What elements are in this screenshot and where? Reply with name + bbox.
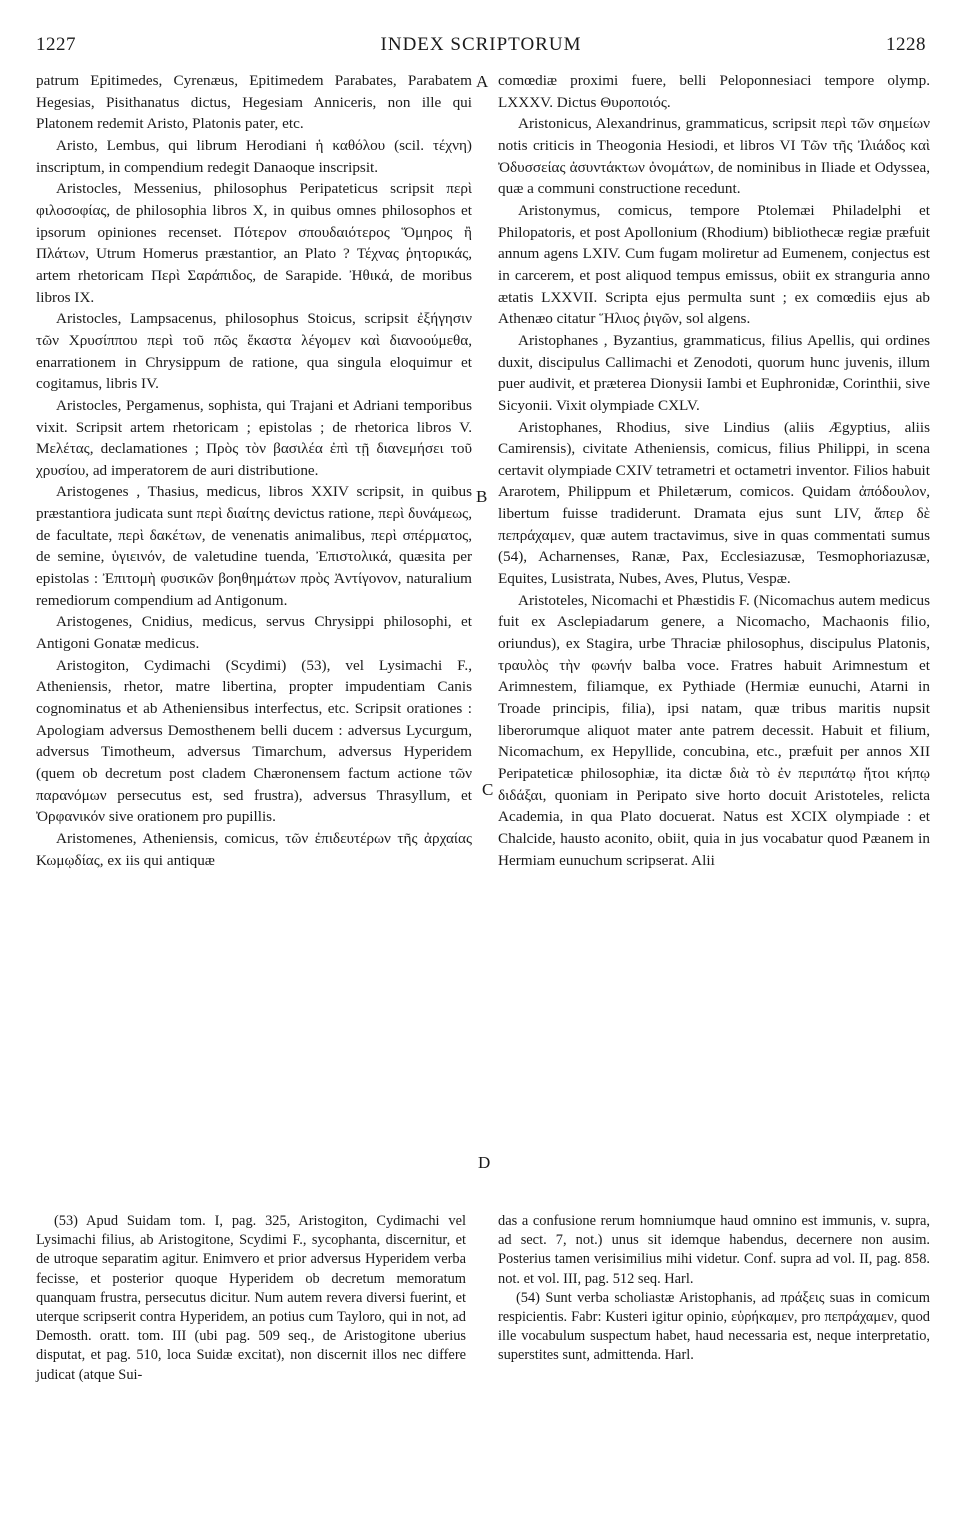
paragraph: Aristogenes, Cnidius, medicus, servus Chrysippi philosophi, et Antigoni Gonatæ medicus. <box>36 613 472 653</box>
paragraph: Aristophanes , Byzantius, grammaticus, filius Apellis, qui ordines duxit, discipulus Callimachi et Zenodoti, quorum hunc juvenis, illum puer audivit, et præterea Dionysii Iambi et Euphronidæ, Corinthii, sive Sicyonii. Vixit olympiade CXLV. <box>498 331 930 414</box>
running-title: INDEX SCRIPTORUM <box>380 34 582 55</box>
paragraph: Aristocles, Messenius, philosophus Peripateticus scripsit περὶ φιλοσοφίας, de philosophia libros X, in quibus omnes philosophos et ipsorum opiniones recenset. Πότερον σπουδαιότερος Ὅμηρος ἢ Πλάτων, Utrum Homerus præstantior, an Plato ? Τέχνας ῥητορικάς, artem rhetoricam Περὶ Σαράπιδος, de Sarapide. Ἠθικά, de moribus libros IX. <box>36 180 472 306</box>
margin-marker-d: D <box>478 1153 491 1172</box>
paragraph: Aristonicus, Alexandrinus, grammaticus, scripsit περὶ τῶν σημείων notis criticis in Theogonia Hesiodi, et libros VI Τῶν τῆς Ἰλιάδος καὶ Ὀδυσσείας ἀσυντάκτων ὀνομάτων, de nominibus in Iliade et Odyssea, quæ a communi constructione recedunt. <box>498 115 930 198</box>
paragraph: Aristocles, Lampsacenus, philosophus Stoicus, scripsit ἐξήγησιν τῶν Χρυσίππου περὶ τοῦ πῶς ἕκαστα λέγομεν καὶ διανοούμεθα, enarrationem in Chrysippum de ratione, qua singula eloquimur et cogitamus, libris IV. <box>36 310 472 393</box>
margin-marker-c: C <box>482 780 494 799</box>
paragraph: Aristogiton, Cydimachi (Scydimi) (53), vel Lysimachi F., Atheniensis, rhetor, matre libertina, propter impudentiam Canis cognominatus et ab Atheniensibus interfectus, etc. Scripsit orationes : Apologiam adversus Demosthenem belli ducem : adversus Lycurgum, adversus Timotheum, adversus Timarchum, adversus Hyperidem (quem ob decretum post cladem Chæronensem factum actione τῶν παρανόμων persecutus est, sed frustra), adversus Thrasyllum, et Ὀρφανικόν sive orationem pro pupillis. <box>36 656 472 826</box>
paragraph: Aristophanes, Rhodius, sive Lindius (aliis Ægyptius, aliis Camirensis), civitate Atheniensis, comicus, filius Philippi, in scena certavit olympiade CXIV tetrametri et octametri inventor. Filios habuit Ararotem, Philippum et Philetærum, comicos. Quidam ἀπόδουλον, libertum fuisse tradiderunt. Dramata ejus sunt LIV, ἅπερ δὲ πεπράχαμεν, quæ autem tractavimus, sive in quas commentati sumus (54), Acharnenses, Ranæ, Pax, Ecclesiazusæ, Tesmophoriazusæ, Equites, Lusistrata, Nubes, Aves, Plutus, Vespæ. <box>498 418 930 588</box>
paragraph: patrum Epitimedes, Cyrenæus, Epitimedem Parabates, Parabatem Hegesias, Pisithanatus dictus, Hegesiam Anniceris, non ille qui Platonem redemit Aristo, Platonis pater, etc. <box>36 72 472 133</box>
left-text-column <box>36 70 472 871</box>
margin-marker-a: A <box>476 72 489 91</box>
footnote: das a confusione rerum homniumque haud omnino est immunis, v. supra, ad sect. 7, not.) unus sit idemque habendus, decernere non ausim. Posterius tamen verisimilius mihi videtur. Conf. supra ad vol. II, pag. 858. not. et vol. III, pag. 512 seq. Harl. <box>498 1213 930 1287</box>
margin-marker-b: B <box>476 487 488 506</box>
footnotes-left-column <box>36 1212 466 1385</box>
page-number-left: 1227 <box>36 34 76 55</box>
running-header <box>36 34 926 60</box>
paragraph: Aristomenes, Atheniensis, comicus, τῶν ἐπιδευτέρων τῆς ἀρχαίας Κωμῳδίας, ex iis qui antiquæ <box>36 829 472 869</box>
paragraph: Aristocles, Pergamenus, sophista, qui Trajani et Adriani temporibus vixit. Scripsit artem rhetoricam ; epistolas ; de rhetorica libros V. Μελέτας, declamationes ; Πρὸς τὸν βασιλέα ἐπὶ τῇ διανεμήσει τοῦ χρυσίου, ad imperatorem de auri distributione. <box>36 396 472 479</box>
paragraph: Aristo, Lembus, qui librum Herodiani ἡ καθόλου (scil. τέχνη) inscriptum, in compendium redegit Danaoque inscripsit. <box>36 136 472 176</box>
footnotes-right-column <box>498 1212 930 1366</box>
page-number-right: 1228 <box>886 34 926 55</box>
footnote: (53) Apud Suidam tom. I, pag. 325, Aristogiton, Cydimachi vel Lysimachi filius, ab Aristogitone, Scydimi F., sycophanta, discernitur, et de utroque separatim agitur. Enimvero et prior adversus Hyperidem verba fecisse, et posterior quoque Hyperidem ob decretum memoratum quanquam frustra, persecutus dicitur. Num autem revera diversi fuerint, et uterque scripserit contra Hyperidem, an potius cum Tayloro, qui in not, ad Demosth. oratt. tom. III (ubi pag. 509 seq., de Aristogitone uberius disputat, et pag. 510, loca Suidæ excitat), non discernit illos nec differe judicat (atque Sui- <box>36 1213 466 1383</box>
paragraph: Aristonymus, comicus, tempore Ptolemæi Philadelphi et Philopatoris, et post Apollonium (Rhodium) bibliothecæ regiæ præfuit annum agens LXIV. Cum fugam moliretur ad Eumenem, conjectus est in carcerem, et post aliquod tempus emissus, obiit ex stranguria anno ætatis LXXVII. Scripta ejus permulta sunt ; ex comœdiis ejus ab Athenæo citatur Ἥλιος ῥιγῶν, sol algens. <box>498 201 930 328</box>
paragraph: comœdiæ proximi fuere, belli Peloponnesiaci tempore olymp. LXXXV. Dictus Θυροποιός. <box>498 72 930 111</box>
footnote: (54) Sunt verba scholiastæ Aristophanis, ad πράξεις suas in comicum respicientis. Fabr: Kusteri igitur opinio, εὑρήκαμεν, pro πεπράχαμεν, quod ille vocabulum suspectum habet, haud necessaria est, neque interpretatio, superstites sunt, admittenda. Harl. <box>498 1289 930 1364</box>
paragraph: Aristoteles, Nicomachi et Phæstidis F. (Nicomachus autem medicus fuit ex Asclepiadarum genere, a Nicomacho, Machaonis filio, oriundus), ex Stagira, urbe Thraciæ philosophus, discipulus Platonis, τραυλὸς τὴν φωνήν balba voce. Fratres habuit Arimnestum et Arimnestem, filiamque, ex Pythiade (Hermiæ eunuchi, Atarni in Troade principis, filia), ipsi natam, quæ tribus maritis nupsit liberorumque aliquot mater ante patrem decessit. Habuit et filium, Nicomachum, ex Hepyllide, concubina, etc., præfuit per annos XII Peripateticæ philosophiæ, ita dictæ διὰ τὸ ἐν περιπάτῳ ἤτοι κήπῳ διδάξαι, quoniam in Peripato sive horto docuit Aristoteles, relicta Academia, in qua Plato docuerat. Natus est XCIX olympiade : et Chalcide, hausto aconito, obiit, quia in jus vocabatur quod Pæanem in Hermiam eunuchum scripserat. Alii <box>498 591 930 869</box>
paragraph: Aristogenes , Thasius, medicus, libros XXIV scripsit, in quibus præstantiora judicata sunt περὶ διαίτης devictus ratione, περὶ δυνάμεως, de facultate, περὶ δακέτων, de venenatis animalibus, περὶ σπέρματος, de semine, ὑγιεινόν, de valetudine tuenda, Ἐπιστολικά, quæsita per epistolas : Ἐπιτομὴ φυσικῶν βοηθημάτων πρὸς Ἀντίγονον, naturalium remediorum compendium ad Antigonum. <box>36 483 472 609</box>
right-text-column <box>498 70 930 871</box>
